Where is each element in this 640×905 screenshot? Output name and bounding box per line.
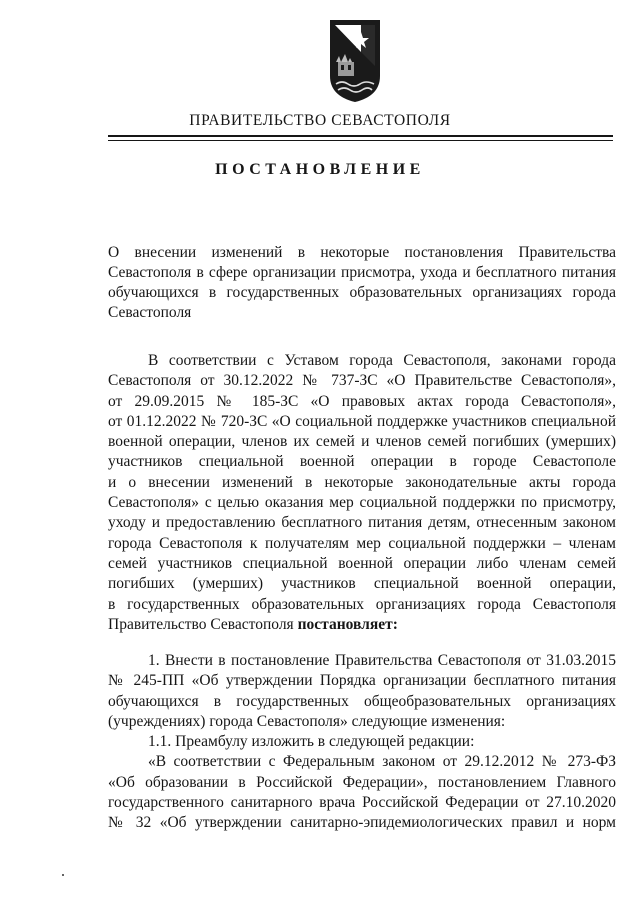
sevastopol-coat-of-arms	[328, 18, 382, 104]
preamble-line: участников специальной военной операции в городе Севастополе	[108, 453, 616, 471]
preamble-final-line	[108, 615, 616, 635]
clause-line: 1.1. Преамбулу изложить в следующей редакции:	[148, 733, 475, 751]
subject-line: Севастополя в сфере организации присмотра, ухода и бесплатного питания	[108, 264, 616, 281]
clause-line: № 32 «Об утверждении санитарно-эпидемиологических правил и норм	[108, 814, 616, 832]
clause-line: 1. Внести в постановление Правительства Севастополя от 31.03.2015	[148, 652, 616, 669]
clause-line: обучающихся в государственных общеобразовательных организациях	[108, 692, 616, 710]
clause-line: «В соответствии с Федеральным законом от 29.12.2012 № 273-ФЗ	[148, 753, 616, 771]
document-subject	[108, 243, 616, 323]
clause-line: государственного санитарного врача Российской Федерации от 27.10.2020	[108, 794, 616, 812]
preamble-line: Севастополя» с целью оказания мер социальной поддержки по присмотру,	[108, 494, 616, 512]
preamble-line: города Севастополя к получателям мер социальной поддержки – членам	[108, 534, 616, 552]
subject-line: О внесении изменений в некоторые постановления Правительства	[108, 244, 616, 261]
clause-line: «Об образовании в Российской Федерации», постановлением Главного	[108, 773, 616, 791]
preamble-line: семей участников специальной военной операции либо членам семей	[108, 554, 616, 572]
preamble-line: от 29.09.2015 № 185-ЗС «О правовых актах города Севастополя»,	[108, 392, 616, 410]
preamble-line: от 01.12.2022 № 720-ЗС «О социальной поддержке участников специальной	[108, 412, 616, 430]
clause-line: (учреждениях) города Севастополя» следующие изменения:	[108, 712, 506, 730]
preamble-line: В соответствии с Уставом города Севастополя, законами города	[148, 352, 616, 369]
header-rule-thick	[108, 135, 613, 137]
preamble-line: погибших (умерших) участников специальной военной операции,	[108, 575, 616, 593]
document-type-title: ПОСТАНОВЛЕНИЕ	[215, 161, 425, 178]
header-rule-thin	[108, 140, 613, 141]
preamble-line: военной операции, членов их семей и членов семей погибших (умерших)	[108, 433, 616, 451]
clauses-section	[108, 651, 616, 834]
preamble-line: Севастополя от 30.12.2022 № 737-ЗС «О Правительстве Севастополя»,	[108, 372, 616, 390]
subject-line: Севастополя	[108, 304, 192, 321]
preamble-line: и о внесении изменений в некоторые законодательные акты города	[108, 473, 616, 491]
scan-speck	[62, 874, 64, 876]
subject-line: обучающихся в государственных образовательных организациях города	[108, 284, 616, 301]
preamble-line: уходу и предоставлению бесплатного питания детям, отнесенным законом	[108, 514, 616, 532]
resolves-keyword: постановляет:	[297, 615, 398, 633]
government-name: ПРАВИТЕЛЬСТВО СЕВАСТОПОЛЯ	[189, 112, 451, 129]
preamble-paragraph	[108, 351, 616, 635]
clause-line: № 245-ПП «Об утверждении Порядка организации бесплатного питания	[108, 672, 616, 690]
preamble-line: в государственных образовательных организациях города Севастополя	[108, 595, 616, 613]
preamble-final-text: Правительство Севастополя	[108, 615, 298, 633]
